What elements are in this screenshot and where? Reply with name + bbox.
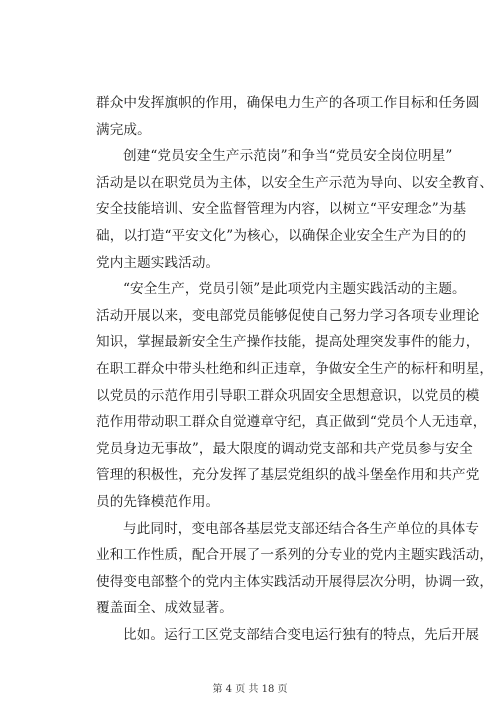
paragraph — [96, 516, 494, 622]
text-line: 满完成。 — [96, 121, 151, 138]
text-line: 安全技能培训、安全监督管理为内容，以树立“平安理念”为基 — [96, 201, 467, 218]
text-line: 知识，掌握最新安全生产操作技能，提高处理突发事件的能力， — [96, 334, 480, 351]
page-footer: 第 4 页 共 18 页 — [212, 684, 288, 695]
paragraph — [96, 622, 480, 649]
text-line: 活动开展以来，变电部党员能够促使自己努力学习各项专业理论 — [96, 307, 480, 324]
text-line: 范作用带动职工群众自觉遵章守纪，真正做到“党员个人无违章， — [96, 414, 487, 431]
text-line: 在职工群众中带头杜绝和纠正违章，争做安全生产的标杆和明星， — [96, 360, 494, 377]
text-line: 群众中发挥旗帜的作用，确保电力生产的各项工作目标和任务圆 — [96, 95, 480, 111]
text-line: 比如。运行工区党支部结合变电运行独有的特点，先后开展 — [123, 626, 480, 643]
document-body — [96, 90, 494, 648]
paragraph — [96, 90, 480, 143]
text-line: 党内主题实践活动。 — [96, 254, 220, 271]
text-line: 党员身边无事故”，最大限度的调动党支部和共产党员参与安全 — [96, 440, 473, 457]
text-line: 以党员的示范作用引导职工群众巩固安全思想意识，以党员的模 — [96, 387, 480, 404]
paragraph — [96, 143, 494, 276]
text-line: 管理的积极性，充分发挥了基层党组织的战斗堡垒作用和共产党 — [96, 467, 480, 484]
paragraph — [96, 276, 494, 515]
text-line: 覆盖面全、成效显著。 — [96, 600, 233, 617]
text-line: 创建“党员安全生产示范岗”和争当“党员安全岗位明星” — [123, 148, 453, 165]
text-line: 使得变电部整个的党内主体实践活动开展得层次分明，协调一致， — [96, 573, 494, 590]
text-line: 业和工作性质，配合开展了一系列的分专业的党内主题实践活动， — [96, 547, 494, 564]
text-line: 础，以打造“平安文化”为核心，以确保企业安全生产为目的的 — [96, 227, 467, 244]
text-line: 与此同时，变电部各基层党支部还结合各生产单位的具体专 — [123, 520, 480, 537]
text-line: 员的先锋模范作用。 — [96, 493, 220, 510]
text-line: “安全生产，党员引领”是此项党内主题实践活动的主题。 — [123, 281, 466, 298]
text-line: 活动是以在职党员为主体，以安全生产示范为导向、以安全教育、 — [96, 174, 494, 191]
